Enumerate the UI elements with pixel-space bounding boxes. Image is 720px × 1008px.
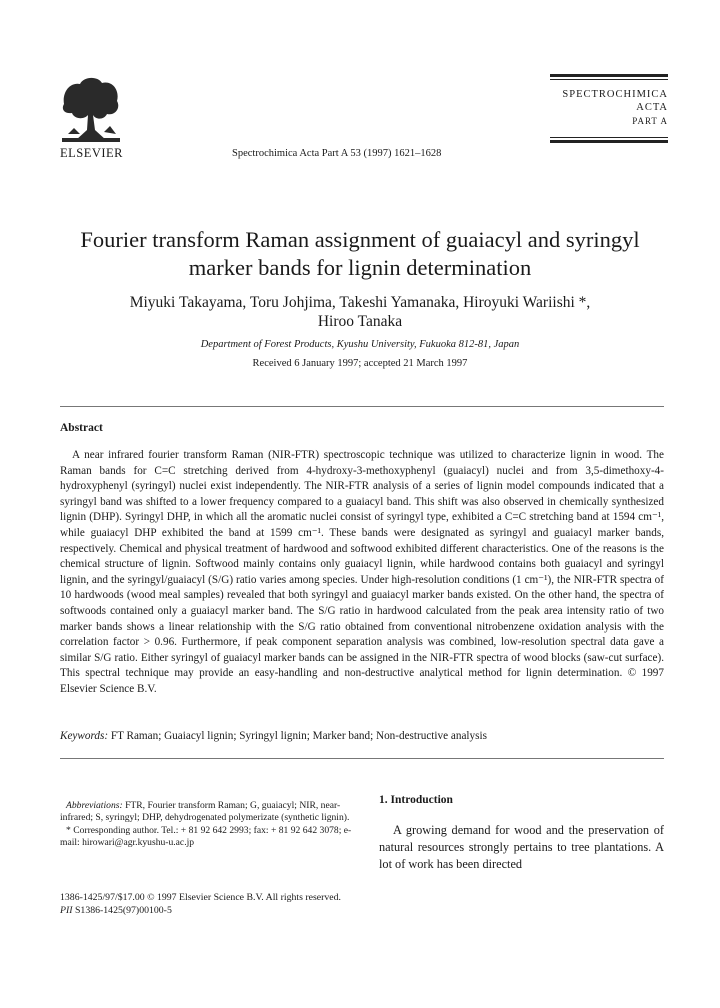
abbreviations-label: Abbreviations: <box>66 800 123 811</box>
introduction-text: A growing demand for wood and the preservation of natural resources strongly pertains to tree plantations. A lot of work has been directed <box>379 823 664 871</box>
affiliation: Department of Forest Products, Kyushu University, Fukuoka 812-81, Japan <box>200 339 520 350</box>
journal-masthead <box>550 74 668 143</box>
masthead-rule <box>550 79 668 80</box>
abstract-body: A near infrared fourier transform Raman (NIR-FTR) spectroscopic technique was utilized to characterize lignin in wood. The Raman bands for C=C stretching derived from 4-hydroxy-3-methoxyphenyl (guaiacyl) nuclei and from 3,5-dimethoxy-4-hydroxyphenyl (syringyl) nuclei exist independently. The NIR-FTR analysis of a series of lignin model compounds indicated that a syringyl band was shifted to a lower frequency compared to a guaiacyl band. This shift was also observed in chemically synthesized lignin (DHP). Syringyl DHP, in which all the aromatic nuclei consist of syringyl type, exhibited a C=C stretching band at 1594 cm⁻¹, while guaiacyl DHP exhibited the band at 1599 cm⁻¹. These bands were designated as syringyl and guaiacyl marker bands, respectively. Chemical and physical treatment of hardwood and softwood exhibited different characteristics. One of the reasons is the chemical structure of lignin. Softwood mainly contains only guaiacyl lignin, while hardwood contains both guaiacyl and syringyl lignin, and the syringyl/guaiacyl (S/G) ratio varies among species. Under high-resolution conditions (1 cm⁻¹), the NIR-FTR spectra of 10 hardwoods (wood meal samples) revealed that both syringyl and guaiacyl marker bands existed. On the other hand, the spectra of softwoods contained only a guaiacyl marker band. The S/G ratio in hardwood calculated from the peak area intensity ratio of two marker bands shows a linear relationship with the S/G ratio obtained from conventional nitrobenzene oxidation analysis with the correlation factor > 0.96. Furthermore, if peak component separation analysis was combined, low-resolution spectral data gave a similar S/G ratio. Either syringyl of guaiacyl marker bands can be assigned in the NIR-FTR spectra of wood blocks (saw-cut surface). This spectral technique may provide an easy-handling and non-destructive analytical method for lignin determination. © 1997 Elsevier Science B.V. <box>60 449 664 695</box>
keywords <box>60 730 664 742</box>
authors-line: Miyuki Takayama, Toru Johjima, Takeshi Yamanaka, Hiroyuki Wariishi *, <box>129 294 591 311</box>
divider <box>60 758 664 759</box>
abbreviations-text: FTR, Fourier transform Raman; G, guaiacyl; NIR, near-infrared; S, syringyl; DHP, dehydrogenated polymerizate (synthetic lignin). <box>60 800 350 824</box>
journal-part: PART A <box>632 116 668 126</box>
article-title <box>40 226 680 282</box>
keywords-label: Keywords: <box>60 730 109 742</box>
authors-line: Hiroo Tanaka <box>317 313 403 330</box>
keywords-list: FT Raman; Guaiacyl lignin; Syringyl lignin; Marker band; Non-destructive analysis <box>110 730 487 742</box>
masthead-bottom-rule <box>550 137 668 143</box>
abstract-heading: Abstract <box>60 422 103 434</box>
pii-value: S1386-1425(97)00100-5 <box>74 905 172 916</box>
received-dates: Received 6 January 1997; accepted 21 March 1997 <box>252 358 468 369</box>
elsevier-tree-logo <box>60 74 122 144</box>
masthead-rule <box>550 74 668 77</box>
journal-name: SPECTROCHIMICA <box>562 89 668 100</box>
section-heading: 1. Introduction <box>379 794 453 806</box>
journal-citation: Spectrochimica Acta Part A 53 (1997) 1621–1628 <box>232 148 442 159</box>
pii-label: PII <box>60 905 73 916</box>
title-line: marker bands for lignin determination <box>188 255 532 280</box>
publisher-name: ELSEVIER <box>60 146 124 160</box>
pii-line <box>60 905 172 916</box>
footnotes <box>60 800 354 850</box>
divider <box>60 406 664 407</box>
copyright-line: 1386-1425/97/$17.00 © 1997 Elsevier Science B.V. All rights reserved. <box>60 892 341 903</box>
abbreviations-footnote <box>60 800 354 825</box>
corresponding-author-footnote: * Corresponding author. Tel.: + 81 92 642 2993; fax: + 81 92 642 3078; e-mail: hirowari@agr.kyushu-u.ac.jp <box>60 824 352 849</box>
journal-subtitle: ACTA <box>636 102 668 113</box>
author-list <box>40 293 680 331</box>
title-line: Fourier transform Raman assignment of guaiacyl and syringyl <box>80 227 640 252</box>
